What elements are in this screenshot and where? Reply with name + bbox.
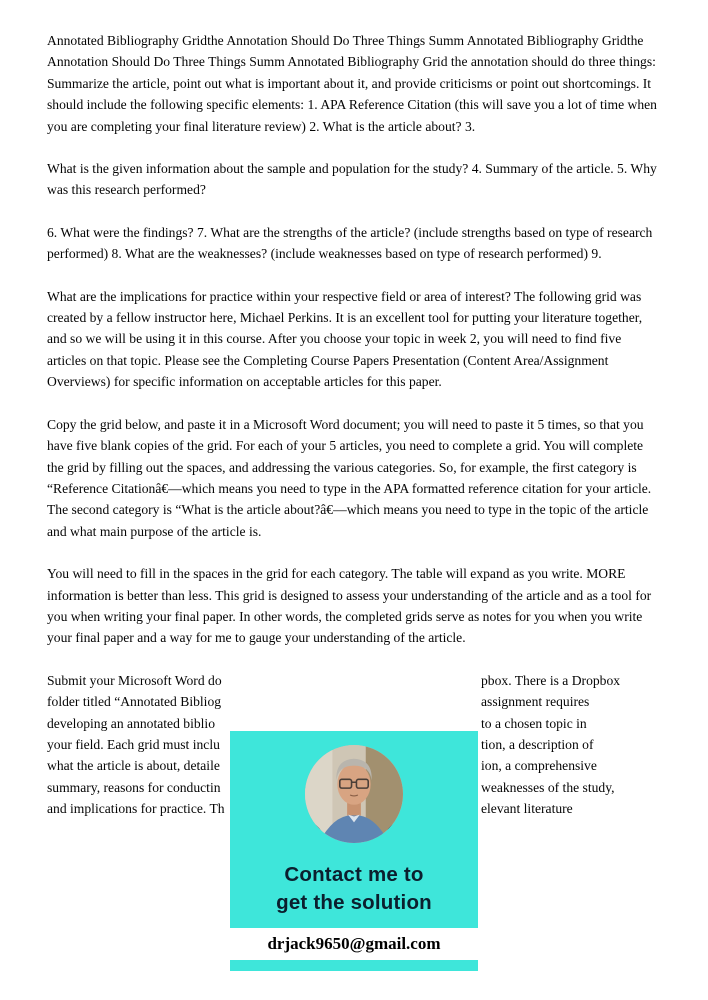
paragraph-5: Copy the grid below, and paste it in a Microsoft Word document; you will need to paste it 5 times, so that you have five blank copies of the grid. For each of your 5 articles, you need to complete a grid. You will complete the grid by filling out the spaces, and addressing the various categories. So, for example, the first category is “Reference Citationâ€—which means you need to type in the APA formatted reference citation for your article. The second category is “What is the article about?â€—which means you need to type in the topic of the article and what main purpose of the article is.: [47, 416, 652, 539]
line-fragment-left: Submit your Microsoft Word do: [47, 672, 222, 688]
line-fragment-left: summary, reasons for conductin: [47, 779, 221, 795]
line-fragment-right: pbox. There is a Dropbox: [481, 672, 621, 688]
document-text: [47, 30, 661, 819]
line-fragment-right: elevant literature: [481, 801, 573, 817]
line-fragment-right: weaknesses of the study,: [481, 779, 615, 795]
contact-headline-line2: get the solution: [276, 891, 432, 914]
contact-headline-line1: Contact me to: [284, 863, 424, 886]
solution-overlay-card[interactable]: [230, 731, 478, 971]
email-band: [230, 928, 478, 960]
paragraph-1: Annotated Bibliography Gridthe Annotation Should Do Three Things Summ Annotated Bibliography Gridthe Annotation Should Do Three Things Summ Annotated Bibliography Grid the annotation should do three things: Summarize the article, point out what is important about it, and provide criticisms or point out shortcomings. It should include the following specific elements: 1. APA Reference Citation (this will save you a lot of time when you are completing your final literature review) 2. What is the article about? 3.: [47, 33, 657, 134]
contact-email[interactable]: drjack9650@gmail.com: [267, 934, 441, 953]
text-line: [47, 691, 661, 712]
paragraph-4: What are the implications for practice within your respective field or area of interest? The following grid was created by a fellow instructor here, Michael Perkins. It is an excellent tool for putting your literature together, and so we will be using it in this course. After you choose your topic in week 2, you will need to find five articles on that topic. Please see the Completing Course Papers Presentation (Content Area/Assignment Overviews) for specific information on acceptable articles for this paper.: [47, 288, 643, 390]
line-fragment-left: folder titled “Annotated Bibliog: [47, 694, 222, 710]
tutor-avatar-illustration: [305, 745, 403, 843]
line-fragment-right: ion, a comprehensive: [481, 758, 597, 774]
line-fragment-left: what the article is about, detaile: [47, 758, 220, 774]
line-fragment-right: assignment requires: [481, 694, 590, 710]
line-fragment-right: tion, a description of: [481, 736, 594, 752]
paragraph-3: 6. What were the findings? 7. What are the strengths of the article? (include strengths based on type of research performed) 8. What are the weaknesses? (include weaknesses based on type of research performed) 9.: [47, 224, 653, 262]
line-fragment-right: to a chosen topic in: [481, 715, 587, 731]
text-line: [47, 670, 661, 691]
line-fragment-left: your field. Each grid must inclu: [47, 736, 220, 752]
contact-headline: [230, 861, 478, 917]
tutor-avatar-photo: [305, 745, 403, 843]
line-fragment-left: and implications for practice. Th: [47, 801, 225, 817]
paragraph-2: What is the given information about the sample and population for the study? 4. Summary of the article. 5. Why was this research performed?: [47, 161, 657, 198]
paragraph-6: You will need to fill in the spaces in the grid for each category. The table will expand as you write. MORE information is better than less. This grid is designed to assess your understanding of the article and as a tool for you when writing your final paper. In other words, the completed grids serve as notes for you when you write your final paper and a way for me to gauge your understanding of the article.: [47, 566, 652, 646]
line-fragment-left: developing an annotated biblio: [47, 715, 215, 731]
